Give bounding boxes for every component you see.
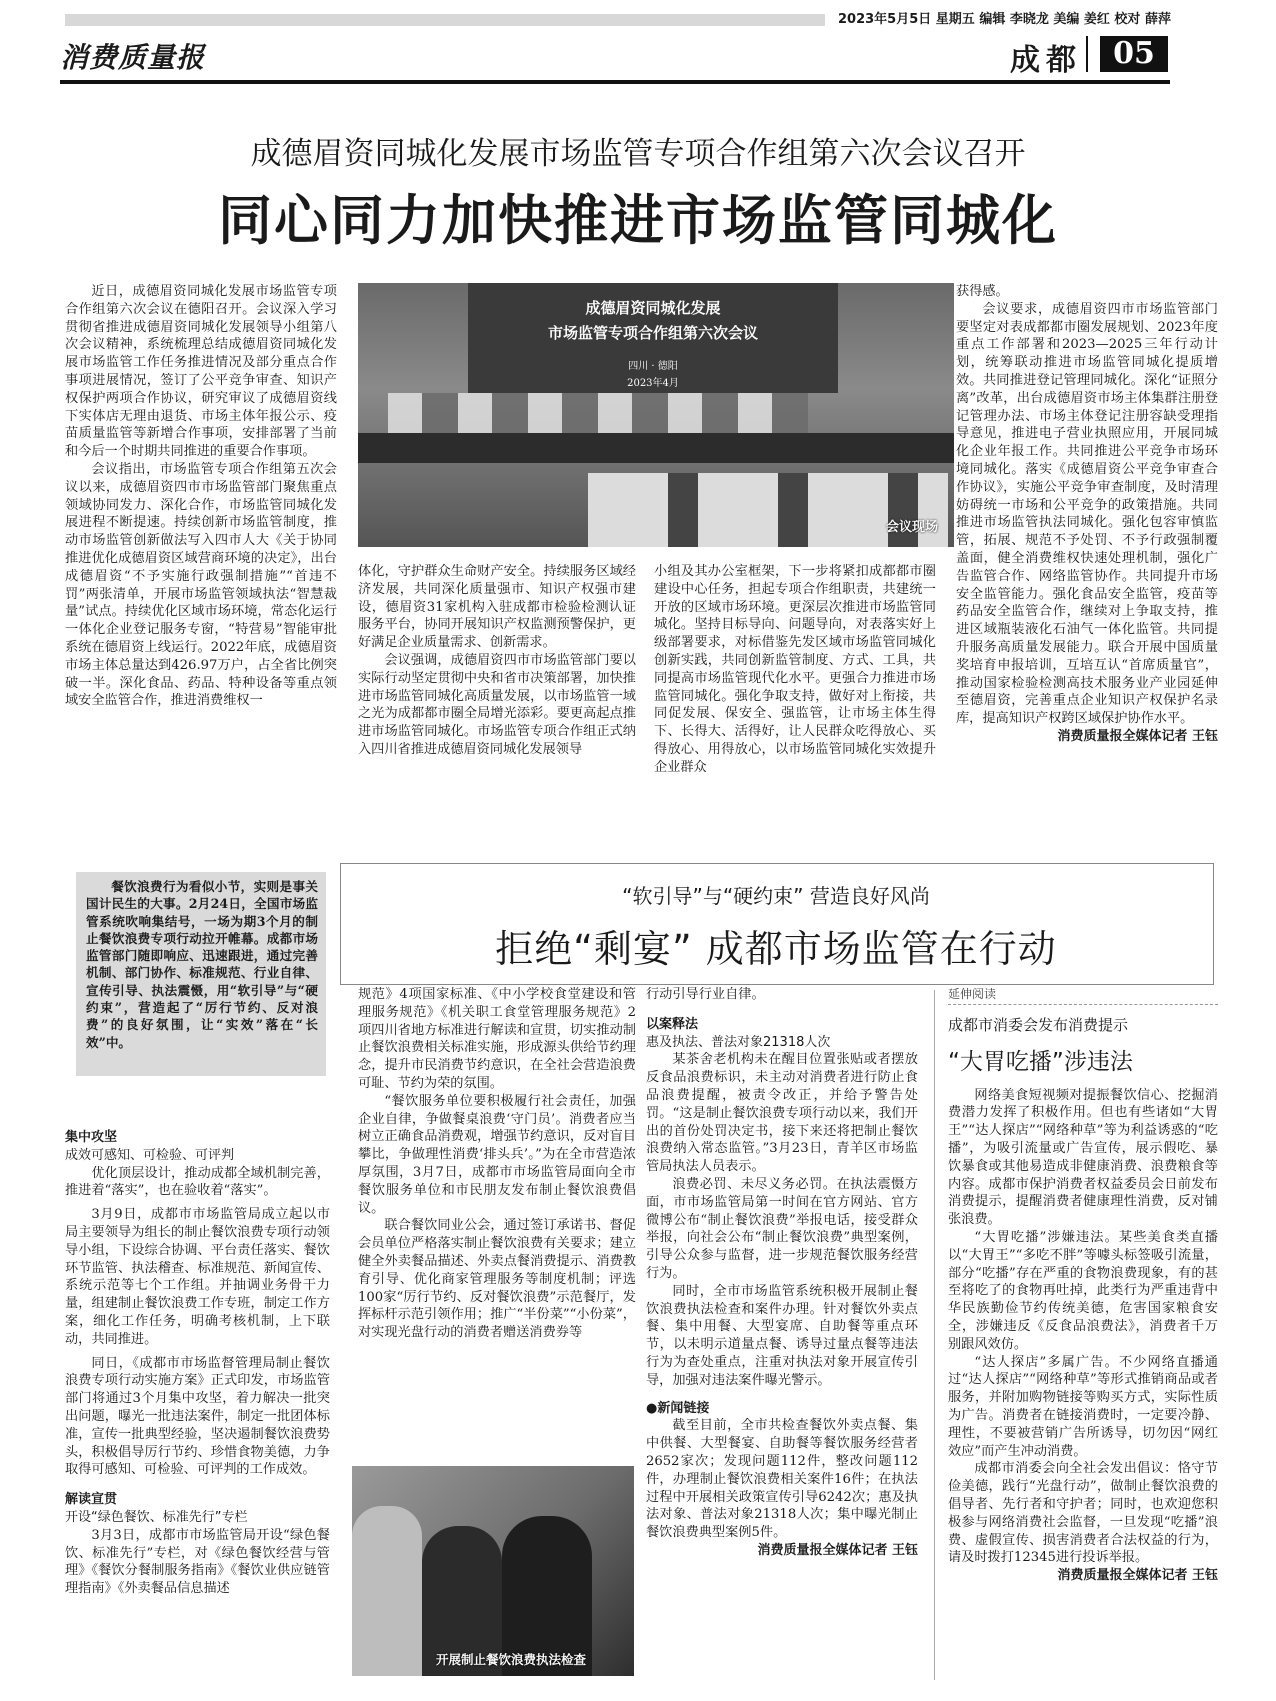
- extended-byline: 消费质量报全媒体记者 王钰: [1057, 1568, 1218, 1584]
- column-divider: [934, 990, 935, 1680]
- article1-paragraph: 会议指出，市场监管专项合作组第五次会议以来，成德眉资四市市场监管部门聚焦重点领域协同发力、深化合作，市场监管同城化发展进程不断提速。持续创新市场监管制度，推动市场监管创新做法写入四市人大《关于协同推进优化成德眉资区域营商环境的决定》，出台成德眉资“不予实施行政强制措施”“首违不罚”两张清单，开展市场监管领域执法“智慧裁量”试点。持续优化区域市场环境，常态化运行一体化企业登记服务专窗，“特营易”智能审批系统在德眉资上线运行。2022年底，成德眉资市场主体总量达到426.97万户，占全省比例突破一半。深化食品、药品、特种设备等重点领域安全监管合作，推进消费维权一: [65, 461, 337, 709]
- inspection-photo: [352, 1466, 634, 1676]
- article1-paragraph: 获得感。: [956, 284, 1009, 299]
- article1-paragraph: 会议要求，成德眉资四市市场监管部门要坚定对表成都都市圈发展规划、2023年度重点工作部署和2023—2025三年行动计划，统筹联动推进市场监管同城化提质增效。共同推进登记管理同城化。深化“证照分离”改革，出台成德眉资市场主体集群注册登记管理办法、市场主体登记注册容缺受理指导意见，推进电子营业执照应用，开展同城化企业年报工作。共同推进公平竞争市场环境同城化。落实《成德眉资公平竞争审查合作协议》，实施公平竞争审查制度，及时清理妨碍统一市场和公平竞争的政策措施。共同推进市场监管执法同城化。强化包容审慎监管，拓展、规范不予处罚、不予行政强制覆盖面，健全消费维权快速处理机制，强化广告监管合作、网络监管协作。共同提升市场安全监管能力。强化食品安全监管，疫苗等药品安全监管合作，继续对上争取支持，推进区域瓶装液化石油气一体化监管。共同提升服务高质量发展能力。联合开展中国质量奖培育申报培训，互培互认“首席质量官”，推动国家检验检测高技术服务业产业园延伸至德眉资，完善重点企业知识产权保护名录库，提高知识产权跨区域保护协作水平。: [956, 301, 1218, 727]
- article2-intro: 餐饮浪费行为看似小节，实则是事关国计民生的大事。2月24日，全国市场监管系统吹响集结号，一场为期3个月的制止餐饮浪费专项行动拉开帷幕。成都市场监管部门随即响应、迅速跟进，通过完善机制、部门协作、标准规范、行业自律、宣传引导、执法震慑，用“软引导”与“硬约束”，营造起了“厉行节约、反对浪费”的良好氛围，让“实效”落在“长效”中。: [86, 879, 318, 1050]
- extended-reading: [948, 986, 1218, 1585]
- extended-reading-tag: 延伸阅读: [948, 986, 1218, 1005]
- article2-paragraph: 浪费必罚、未尽义务必罚。在执法震慑方面，市市场监管局第一时间在官方网站、官方微博公布“制止餐饮浪费”举报电话，接受群众举报，向社会公布“制止餐饮浪费”典型案例，引导公众参与监督，进一步规范餐饮服务经营行为。: [646, 1176, 918, 1281]
- section-name: 成都: [1010, 43, 1082, 78]
- article2-paragraph: 行动引导行业自律。: [646, 987, 765, 1002]
- article2-paragraph: 截至目前，全市共检查餐饮外卖点餐、集中供餐、大型餐宴、自助餐等餐饮服务经营者2652家次；发现问题112件，整改问题112件，办理制止餐饮浪费相关案件16件；在执法过程中开展相关政策宣传引导6242次；惠及执法对象、普法对象21318人次；集中曝光制止餐饮浪费典型案例5件。: [646, 1418, 918, 1541]
- article1-headline: 同心同力加快推进市场监管同城化: [218, 189, 1058, 252]
- header-rule: [60, 80, 1170, 84]
- article2-paragraph: 优化顶层设计，推动成都全域机制完善，推进着“落实”，也在验收着“落实”。: [65, 1165, 330, 1199]
- article2-col2: [358, 986, 636, 1342]
- section-title: 集中攻坚: [65, 1130, 118, 1145]
- extended-headline: “大胃吃播”涉违法: [948, 1048, 1133, 1075]
- attendees-row: [388, 393, 808, 433]
- article1-paragraph: 小组及其办公室框架，下一步将紧扣成都都市圈建设中心任务，担起专项合作组职责，共建统一开放的区域市场环境。更深层次推进市场监管同城化。坚持目标导向、问题导向，对表落实好上级部署要求，对标借鉴先发区域市场监管同城化创新实践，共同创新监管制度、方式、工具，共同提高市场监管现代化水平。更强合力推进市场监管同城化。强化争取支持，做好对上衔接，共同促发展、保安全、强监管，让市场主体生得下、长得大、活得好，让人民群众吃得放心、买得放心、用得放心，以市场监管同城化实效提升企业群众: [654, 564, 936, 775]
- article1-paragraph: 会议强调，成德眉资四市市场监管部门要以实际行动坚定贯彻中央和省市决策部署，加快推进市场监管同城化高质量发展，以市场监管一域之光为成都都市圈全局增光添彩。要更高起点推进市场监管同城化。市场监管专项合作组正式纳入四川省推进成德眉资同城化发展领导: [358, 652, 636, 757]
- article1-col1: [65, 283, 337, 710]
- article1-col2: [358, 563, 636, 759]
- article2-headline: 拒绝“剩宴” 成都市场监管在行动: [495, 927, 1057, 971]
- article2-kicker: “软引导”与“硬约束” 营造良好风尚: [622, 884, 930, 908]
- dateline: 2023年5月5日 星期五 编辑 李晓龙 美编 姜红 校对 薛萍: [838, 12, 1171, 27]
- article1-byline: 消费质量报全媒体记者 王钰: [1057, 728, 1218, 744]
- meeting-photo-caption: 会议现场: [885, 520, 938, 535]
- extended-kicker: 成都市消委会发布消费提示: [948, 1015, 1129, 1034]
- news-link-title: ●新闻链接: [646, 1400, 710, 1416]
- article2-paragraph: 同日，《成都市市场监督管理局制止餐饮浪费专项行动实施方案》正式印发，市场监管部门将通过3个月集中攻坚，着力解决一批突出问题，曝光一批违法案件，制定一批团体标准，宣传一批典型经验，坚决遏制餐饮浪费势头，积极倡导厉行节约、珍惜食物美德，力争取得可感知、可检验、可评判的工作成效。: [65, 1355, 330, 1478]
- article2-col3: [646, 986, 918, 1560]
- section-title: 以案释法: [646, 1016, 699, 1032]
- extended-paragraph: “达人探店”多属广告。不少网络直播通过“达人探店”“网络种草”等形式推销商品或者服务，并附加购物链接等购买方式，实际性质为广告。消费者在链接消费时，一定要冷静、理性，不要被营销广告所诱导，切勿因“网红效应”而产生冲动消费。: [948, 1354, 1218, 1459]
- meeting-photo: [358, 283, 954, 547]
- article1-paragraph: 近日，成德眉资同城化发展市场监管专项合作组第六次会议在德阳召开。会议深入学习贯彻省推进成德眉资同城化发展领导小组第八次会议精神，系统梳理总结成德眉资同城化发展市场监管工作任务推进情况及部分重点合作事项进展情况，签订了公平竞争审查、知识产权保护两项合作协议，研究审议了成德眉资线下实体店无理由退货、市场主体年报公示、疫苗质量监管等新增合作事项，安排部署了当前和今后一个时期共同推进的重要合作事项。: [65, 284, 337, 460]
- masthead: 消费质量报: [60, 41, 206, 74]
- extended-paragraph: 网络美食短视频对提振餐饮信心、挖掘消费潜力发挥了积极作用。但也有些诸如“大胃王”“达人探店”“网络种草”等为利益诱惑的“吃播”，为吸引流量或广告宣传，展示假吃、暴饮暴食或其他易造成非健康消费、浪费粮食等内容。成都市保护消费者权益委员会日前发布消费提示，提醒消费者健康理性消费，反对铺张浪费。: [948, 1087, 1218, 1228]
- meeting-banner-line3: 四川 · 德阳: [628, 361, 678, 372]
- article1-col3: [654, 563, 936, 777]
- meeting-table: [358, 433, 954, 463]
- section-title: 解读宣贯: [65, 1492, 118, 1508]
- article1-paragraph: 体化，守护群众生命财产安全。持续服务区域经济发展，共同深化质量强市、知识产权强市建设，德眉资31家机构入驻成都市检验检测认证服务平台，协同开展知识产权监测预警保护，更好满足企业质量需求、创新需求。: [358, 564, 636, 651]
- article2-paragraph: 3月9日，成都市市场监管局成立起以市局主要领导为组长的制止餐饮浪费专项行动领导小组，下设综合协调、平台责任落实、餐饮环节监管、执法稽查、标准规范、新闻宣传、系统示范等七个工作组。并抽调业务骨干力量，组建制止餐饮浪费工作专班，制定工作方案，细化工作任务，明确考核机制，上下联动，共同推进。: [65, 1207, 330, 1347]
- section-subtitle: 惠及执法、普法对象21318人次: [646, 1034, 831, 1050]
- article2-paragraph: 同时，全市市场监管系统积极开展制止餐饮浪费执法检查和案件办理。针对餐饮外卖点餐、集中用餐、大型宴席、自助餐等重点环节，以未明示道量点餐、诱导过量点餐等违法行为为查处重点，注重对执法对象开展宣传引导，加强对违法案件曝光警示。: [646, 1283, 918, 1388]
- article2-col1: [65, 1129, 330, 1598]
- extended-paragraph: “大胃吃播”涉嫌违法。某些美食类直播以“大胃王”“多吃不胖”等噱头标签吸引流量，部分“吃播”存在严重的食物浪费现象，有的甚至将吃了的食物再吐掉，此类行为严重违背中华民族勤俭节约传统美德，危害国家粮食安全，涉嫌违反《反食品浪费法》，消费者千万别跟风效仿。: [948, 1229, 1218, 1352]
- article2-byline: 消费质量报全媒体记者 王钰: [757, 1542, 918, 1558]
- article1-kicker: 成德眉资同城化发展市场监管专项合作组第六次会议召开: [250, 136, 1026, 172]
- article2-paragraph: “餐饮服务单位要积极履行社会责任，加强企业自律，争做餐桌浪费‘守门员’。消费者应当树立正确食品消费观，增强节约意识，反对盲目攀比，争做理性消费‘排头兵’。”为在全市营造浓厚氛围，3月7日，成都市市场监管局面向全市餐饮服务单位和市民朋友发布制止餐饮浪费倡议。: [358, 1093, 636, 1216]
- meeting-banner-line2: 市场监管专项合作组第六次会议: [547, 324, 758, 342]
- article2-paragraph: 规范》4项国家标准、《中小学校食堂建设和管理服务规范》《机关职工食堂管理服务规范》2项四川省地方标准进行解读和宣贯，切实推动制止餐饮浪费相关标准实施，形成源头供给节约理念，提升市民消费节约意识，在全社会营造浪费可耻、节约为荣的氛围。: [358, 987, 636, 1091]
- section-subtitle: 成效可感知、可检验、可评判: [65, 1147, 235, 1163]
- extended-paragraph: 成都市消委会向全社会发出倡议：恪守节俭美德，践行“光盘行动”，做制止餐饮浪费的倡导者、先行者和守护者；同时，也欢迎您积极参与网络消费社会监督，一旦发现“吃播”浪费、虚假宣传、损害消费者合法权益的行为，请及时拨打12345进行投诉举报。: [948, 1461, 1218, 1566]
- meeting-screen: [468, 283, 838, 393]
- inspection-photo-caption: 开展制止餐饮浪费执法检查: [436, 1652, 587, 1667]
- article2-paragraph: 联合餐饮同业公会，通过签订承诺书、督促会员单位严格落实制止餐饮浪费有关要求；建立健全外卖餐品描述、外卖点餐消费提示、消费教育引导、优化商家管理服务等制度机制；评选100家“厉行节约、反对餐饮浪费”示范餐厅，发挥标杆示范引领作用；推广“半份菜”“小份菜”，对实现光盘行动的消费者赠送消费券等: [358, 1218, 636, 1341]
- staff-figure: [352, 1506, 422, 1676]
- meeting-banner-line1: 成德眉资同城化发展: [585, 299, 721, 317]
- page-number: 05: [1100, 36, 1168, 72]
- meeting-banner-line4: 2023年4月: [627, 378, 679, 389]
- article1-col4: [956, 283, 1218, 746]
- section-subtitle: 开设“绿色餐饮、标准先行”专栏: [65, 1509, 248, 1525]
- article2-paragraph: 某茶舍老机构未在醒目位置张贴或者摆放反食品浪费标识，未主动对消费者进行防止食品浪费提醒，被责令改正，并给予警告处罚。“这是制止餐饮浪费专项行动以来，我们开出的首份处罚决定书，接下来还将把制止餐饮浪费纳入常态监管。”3月23日，青羊区市场监管局执法人员表示。: [646, 1052, 918, 1175]
- header-top-rule: [65, 14, 825, 26]
- article2-paragraph: 3月3日，成都市市场监管局开设“绿色餐饮、标准先行”专栏，对《绿色餐饮经营与管理》《餐饮分餐制服务指南》《餐饮业供应链管理指南》《外卖餐品信息描述: [65, 1527, 330, 1597]
- section-divider: [1086, 36, 1088, 72]
- foreground-attendees: [588, 473, 948, 547]
